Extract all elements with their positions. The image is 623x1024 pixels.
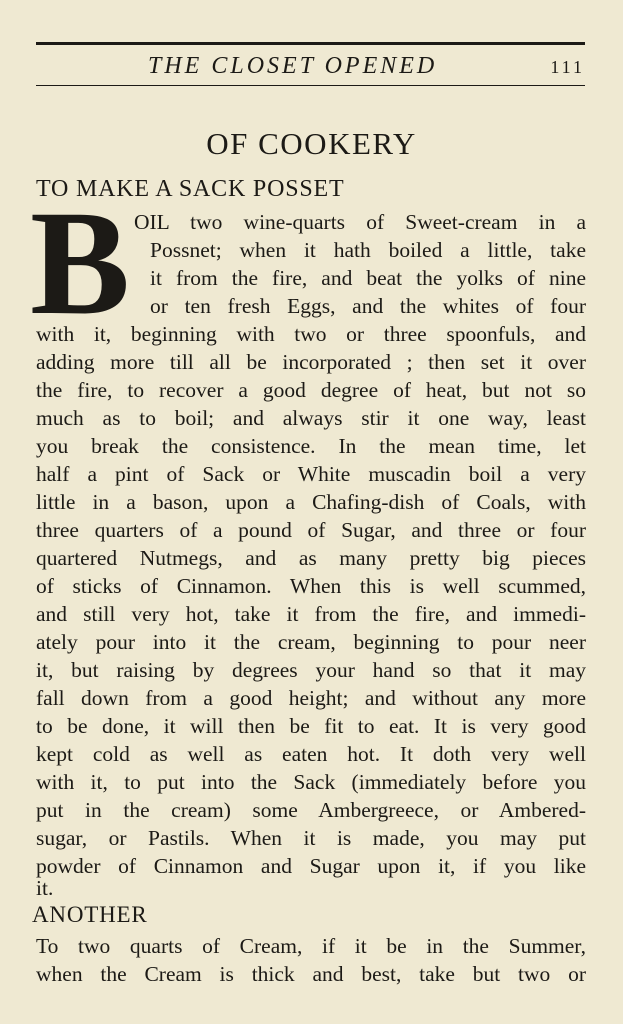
text-line: and still very hot, take it from the fire, and immedi- [36, 602, 586, 626]
text-line: kept cold as well as eaten hot. It doth very well [36, 742, 586, 766]
text-line: powder of Cinnamon and Sugar upon it, if you like [36, 854, 586, 878]
text-line: you break the consistence. In the mean time, let [36, 434, 586, 458]
text-line: adding more till all be incorporated ; then set it over [36, 350, 586, 374]
text-line: much as to boil; and always stir it one way, least [36, 406, 586, 430]
text-line: quartered Nutmegs, and as many pretty big pieces [36, 546, 586, 570]
text-line: it, but raising by degrees your hand so that it may [36, 658, 586, 682]
text-line: fall down from a good height; and without any more [36, 686, 586, 710]
text-line: sugar, or Pastils. When it is made, you may put [36, 826, 586, 850]
text-line: of sticks of Cinnamon. When this is well scummed, [36, 574, 586, 598]
section-title: OF COOKERY [206, 126, 417, 161]
running-title: THE CLOSET OPENED [148, 53, 438, 79]
text-line: OIL two wine-quarts of Sweet-cream in a [134, 210, 586, 234]
text-line: Possnet; when it hath boiled a little, take [150, 238, 586, 262]
recipe-title-another: ANOTHER [32, 902, 148, 927]
page-number: 111 [550, 57, 585, 77]
text-line: when the Cream is thick and best, take but two or [36, 962, 586, 986]
text-line: To two quarts of Cream, if it be in the Summer, [36, 934, 586, 958]
text-line: it from the fire, and beat the yolks of nine [150, 266, 586, 290]
text-line: or ten fresh Eggs, and the whites of four [150, 294, 586, 318]
text-line: ately pour into it the cream, beginning to pour neer [36, 630, 586, 654]
recipe-title: TO MAKE A SACK POSSET [36, 176, 345, 202]
text-line: half a pint of Sack or White muscadin boil a very [36, 462, 586, 486]
text-line: little in a bason, upon a Chafing-dish of Coals, with [36, 490, 586, 514]
drop-cap: B [30, 180, 131, 346]
text-line: it. [36, 876, 54, 900]
text-line: put in the cream) some Ambergreece, or Ambered- [36, 798, 586, 822]
text-line: three quarters of a pound of Sugar, and three or four [36, 518, 586, 542]
text-line: with it, to put into the Sack (immediately before you [36, 770, 586, 794]
header-rule-top [36, 42, 585, 45]
text-line: to be done, it will then be fit to eat. It is very good [36, 714, 586, 738]
text-line: with it, beginning with two or three spoonfuls, and [36, 322, 586, 346]
header-rule-bottom [36, 85, 585, 86]
text-line: the fire, to recover a good degree of heat, but not so [36, 378, 586, 402]
